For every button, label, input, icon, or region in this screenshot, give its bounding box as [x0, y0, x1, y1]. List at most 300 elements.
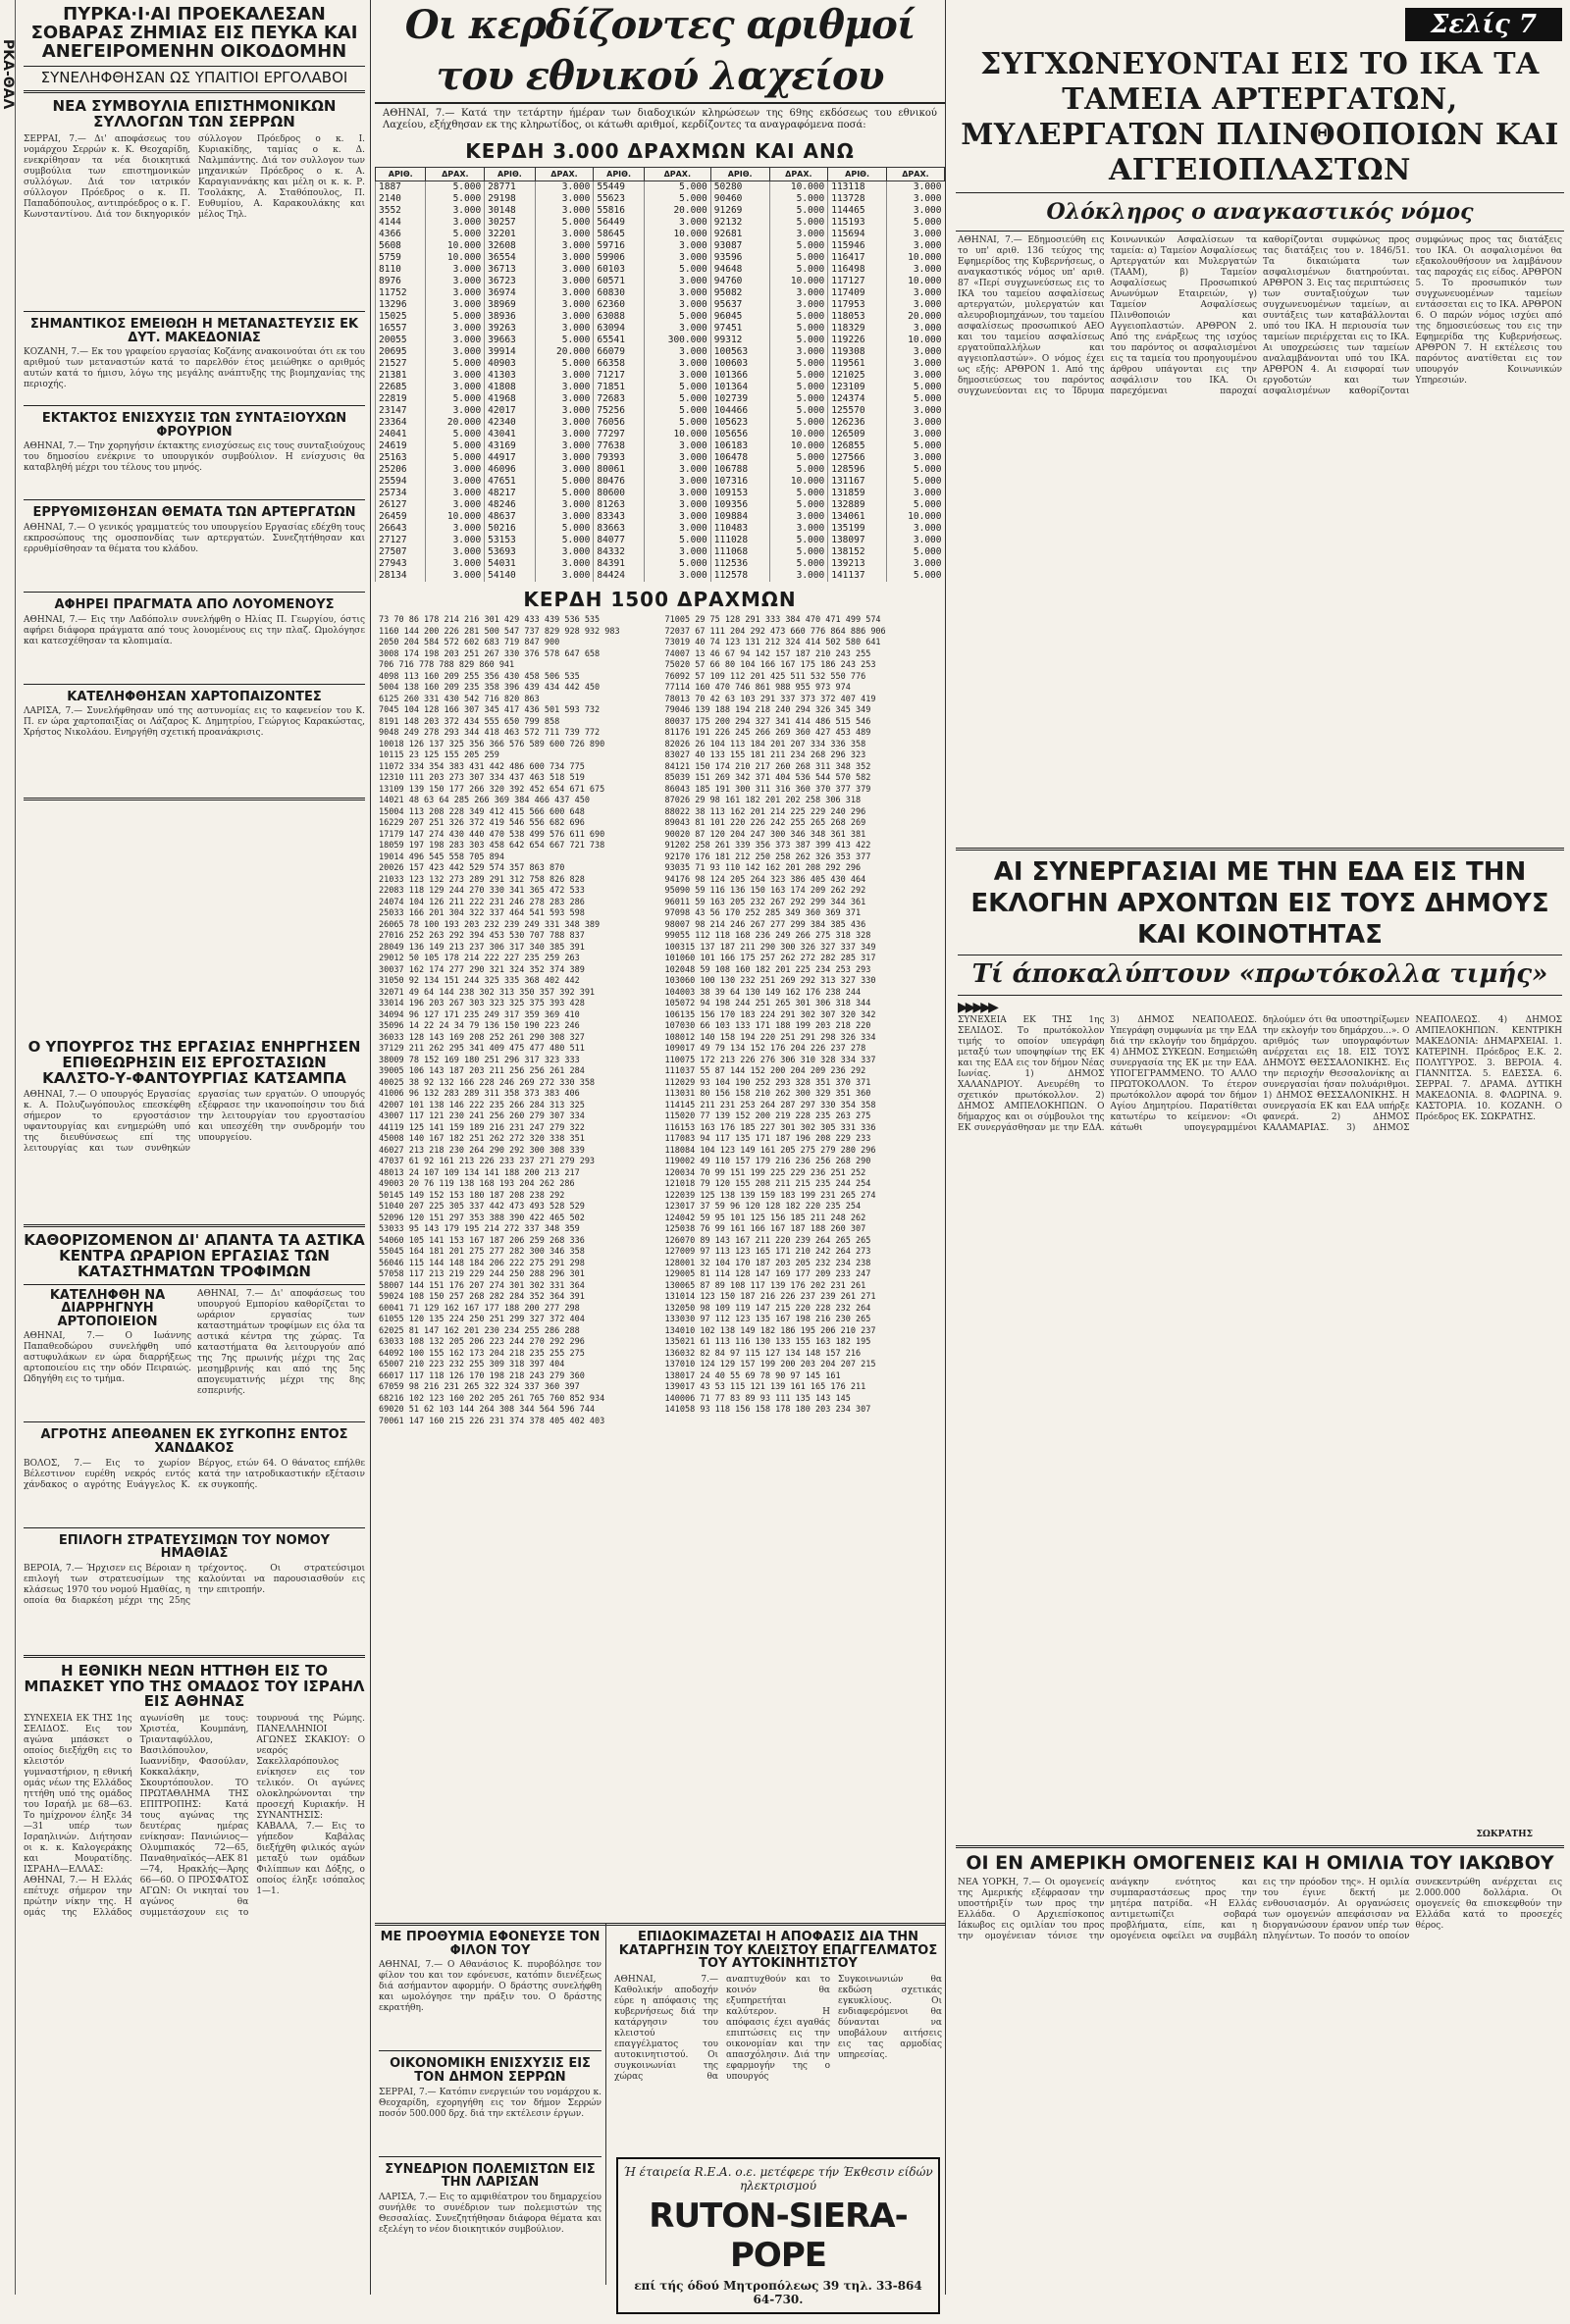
list-item: 124042 59 95 101 125 156 185 211 248 262 [664, 1213, 866, 1223]
table-row [376, 229, 945, 240]
prize-amount: 3.000 [426, 205, 485, 217]
ticket-number: 101364 [710, 382, 769, 393]
list-item: 15004 113 208 228 349 412 415 566 600 648 [379, 806, 585, 817]
list-item: 132050 98 109 119 147 215 220 228 232 264 [664, 1303, 871, 1314]
table-row [376, 181, 945, 194]
list-item: 80037 175 200 294 327 341 414 486 515 546 [664, 716, 871, 727]
list-item: 98007 98 214 246 267 277 299 384 385 436 [664, 919, 866, 930]
prize-amount: 10.000 [426, 511, 485, 523]
ticket-number: 84424 [594, 570, 644, 582]
main-subheadline: Ολόκληρος ο αναγκαστικός νόμος [1046, 199, 1474, 225]
ticket-number: 119308 [828, 346, 887, 358]
ticket-number: 42017 [485, 405, 535, 417]
article-body: ΒΕΡΟΙΑ, 7.— Ήρχισεν εις Βέροιαν η επιλογή των στρατευσίμων της κλάσεως 1970 του νομού Ημαθίας, η οποία θα διαρκέση μέχρι της 25ης τρέχοντος. Οι στρατεύσιμοι καλούνται να παρουσιασθούν εις την επιτροπήν. [24, 1563, 365, 1606]
ticket-number: 124374 [828, 393, 887, 405]
prize-amount: 5.000 [426, 311, 485, 323]
prize-amount: 3.000 [426, 346, 485, 358]
list-item: 21033 123 132 273 289 291 312 758 826 828 [379, 874, 585, 885]
prize-amount: 3.000 [535, 440, 594, 452]
ticket-number: 95637 [710, 299, 769, 311]
ticket-number: 84077 [594, 535, 644, 546]
ticket-number: 112536 [710, 558, 769, 570]
column-header-drachmas: ΔΡΑΧ. [426, 168, 485, 181]
list-item: 55045 164 181 201 275 277 282 300 346 358 [379, 1247, 585, 1257]
article-headline: ΚΑΘΟΡΙΖΟΜΕΝΟΝ ΔΙ' ΑΠΑΝΤΑ ΤΑ ΑΣΤΙΚΑ ΚΕΝΤΡΑ ΩΡΑΡΙΟΝ ΕΡΓΑΣΙΑΣ ΤΩΝ ΚΑΤΑΣΤΗΜΑΤΩΝ ΤΡΟΦΙΜΩΝ [24, 1231, 365, 1280]
ad-address: επί τής όδού Μητροπόλεως 39 τηλ. 33-864 64-730. [634, 2278, 922, 2306]
prize-amount: 5.000 [535, 476, 594, 488]
prize-amount: 10.000 [644, 429, 710, 440]
list-item: 13109 139 150 177 266 320 392 452 654 671 675 [379, 784, 605, 795]
column-header-drachmas: ΔΡΑΧ. [769, 168, 828, 181]
ticket-number: 90460 [710, 193, 769, 205]
list-item: 2050 204 584 572 602 683 719 847 900 [379, 638, 560, 647]
ticket-number: 36713 [485, 264, 535, 276]
prize-amount: 3.000 [426, 276, 485, 287]
ticket-number: 48246 [485, 499, 535, 511]
prize-amount: 5.000 [426, 440, 485, 452]
ticket-number: 95082 [710, 287, 769, 299]
article-body: ΛΑΡΙΣΑ, 7.— Εις το αμφιθέατρον του δημαρχείου συνήλθε το συνέδριον των πολεμιστών της Θεσσαλίας. Συνεζητήθησαν διάφορα θέματα και εξελέγη το νέον διοικητικόν συμβούλιον. [379, 2192, 602, 2235]
prize-amount: 5.000 [426, 429, 485, 440]
table-row [376, 570, 945, 582]
prize-amount: 3.000 [886, 429, 944, 440]
list-item: 26065 78 100 193 203 232 239 249 331 348 389 [379, 919, 601, 930]
ticket-number: 5608 [376, 240, 426, 252]
table-row [376, 264, 945, 276]
article-headline: Ο ΥΠΟΥΡΓΟΣ ΤΗΣ ΕΡΓΑΣΙΑΣ ΕΝΗΡΓΗΣΕΝ ΕΠΙΘΕΩΡΗΣΙΝ ΕΙΣ ΕΡΓΟΣΤΑΣΙΩΝ ΚΑΛΣΤΟ-Υ-ΦΑΝΤΟΥΡΓΙΑΣ ΚΑΤΣΑΜΠΑ [27, 1038, 361, 1087]
table-row [376, 488, 945, 499]
article-body: ΛΑΡΙΣΑ, 7.— Συνελήφθησαν υπό της αστυνομίας εις το καφενείον του Κ. Π. εν ώρα χαρτοπαιξίας οι Λάζαρος Κ. Δημητρίου, Γεώργιος Καρακώστας, Χρήστος Νικολάου. Ενηργήθη σχετική προανάκρισις. [24, 706, 365, 739]
prize-amount: 3.000 [644, 217, 710, 229]
article-subheadline: ΣΥΝΕΛΗΦΘΗΣΑΝ ΩΣ ΥΠΑΙΤΙΟΙ ΕΡΓΟΛΑΒΟΙ [40, 68, 348, 86]
prize-amount: 3.000 [535, 546, 594, 558]
prize-amount: 5.000 [886, 382, 944, 393]
ticket-number: 83343 [594, 511, 644, 523]
prize-amount: 3.000 [535, 570, 594, 582]
prize-amount: 3.000 [886, 264, 944, 276]
list-item: 83027 40 133 155 181 211 234 268 296 323 [664, 750, 866, 760]
list-item: 38009 78 152 169 180 251 296 317 323 333 [379, 1055, 580, 1065]
article-body: ΑΘΗΝΑΙ, 7.— Ο γενικός γραμματεύς του υπουργείου Εργασίας εδέχθη τους εκπροσώπους της ομοσπονδίας των αρτεργατών. Συνεζητήθησαν και ερρυθμίσθησαν τα θέματα του κλάδου. [24, 523, 365, 555]
prize-amount: 3.000 [886, 523, 944, 535]
ticket-number: 109884 [710, 511, 769, 523]
column-header-number: ΑΡΙΘ. [376, 168, 426, 181]
ticket-number: 126855 [828, 440, 887, 452]
list-item: 93035 71 93 110 142 162 201 208 292 296 [664, 863, 862, 873]
prize-amount: 3.000 [769, 523, 828, 535]
ticket-number: 8110 [376, 264, 426, 276]
prize-amount: 3.000 [886, 358, 944, 370]
prize-amount: 10.000 [886, 511, 944, 523]
table-row [376, 382, 945, 393]
prize-amount: 3.000 [535, 382, 594, 393]
prize-amount: 5.000 [426, 358, 485, 370]
prize-amount: 5.000 [886, 546, 944, 558]
list-item: 121018 79 120 155 208 211 215 235 244 254 [664, 1179, 871, 1189]
list-item: 68216 102 123 160 202 205 261 765 760 852 934 [379, 1393, 605, 1404]
article-headline: ΚΑΤΕΛΗΦΘΗ ΝΑ ΔΙΑΡΡΗΓΝΥΗ ΑΡΤΟΠΟΙΕΙΟΝ [49, 1287, 166, 1329]
prize-amount: 3.000 [644, 511, 710, 523]
list-item: 135021 61 113 116 130 133 155 163 182 195 [664, 1337, 871, 1347]
ticket-number: 121025 [828, 370, 887, 382]
list-item: 31050 92 134 151 244 325 335 368 402 442 [379, 976, 580, 986]
list-item: 118084 104 123 149 161 205 275 279 280 296 [664, 1145, 876, 1156]
ticket-number: 84332 [594, 546, 644, 558]
prize-amount: 5.000 [644, 405, 710, 417]
ticket-number: 22685 [376, 382, 426, 393]
table-row [376, 440, 945, 452]
list-item: 4098 113 160 209 255 356 430 458 506 535 [379, 671, 580, 682]
ticket-number: 4144 [376, 217, 426, 229]
prize-amount: 3.000 [886, 417, 944, 429]
prize-amount: 5.000 [769, 382, 828, 393]
ticket-number: 55816 [594, 205, 644, 217]
list-item: 130065 87 89 108 117 139 176 202 231 261 [664, 1280, 866, 1291]
ticket-number: 60103 [594, 264, 644, 276]
column-header-drachmas: ΔΡΑΧ. [644, 168, 710, 181]
prize-amount: 3.000 [769, 511, 828, 523]
prize-amount: 3.000 [769, 346, 828, 358]
prize-amount: 3.000 [644, 240, 710, 252]
author-signature: ΣΩΚΡΑΤΗΣ [1476, 1830, 1533, 1839]
table-row [376, 511, 945, 523]
article-headline: ΕΠΙΛΟΓΗ ΣΤΡΑΤΕΥΣΙΜΩΝ ΤΟΥ ΝΟΜΟΥ ΗΜΑΘΙΑΣ [58, 1532, 331, 1562]
list-item: 94176 98 124 205 264 323 386 405 430 464 [664, 874, 866, 885]
ticket-number: 30148 [485, 205, 535, 217]
prize-amount: 5.000 [769, 252, 828, 264]
prize-amount: 5.000 [769, 558, 828, 570]
prize-amount: 3.000 [426, 488, 485, 499]
prize-amount: 5.000 [426, 181, 485, 194]
edge-strip: ΡΚΑ-ΘΑΛ [0, 0, 16, 2295]
prize-amount: 5.000 [769, 393, 828, 405]
list-item: 45008 140 167 182 251 262 272 320 338 351 [379, 1134, 585, 1144]
list-item: 66017 117 118 126 170 198 218 243 279 360 [379, 1370, 585, 1381]
ticket-number: 1887 [376, 181, 426, 194]
list-item: 128001 32 104 170 187 203 205 232 234 238 [664, 1258, 871, 1268]
article-body: ΑΘΗΝΑΙ, 7.— Ο Αθανάσιος Κ. πυροβόλησε τον φίλον του και τον εφόνευσε, κατόπιν διενέξεως διά ασήμαντον αφορμήν. Ο δράστης συνελήφθη και ωμολόγησε την πράξιν του. Ο δράστης εκρατήθη. [379, 1960, 602, 2014]
article-body: ΣΥΝΕΧΕΙΑ ΕΚ ΤΗΣ 1ης ΣΕΛΙΔΟΣ. Εις τον αγώνα μπάσκετ ο οποίος διεξήχθη εις το κλειστόν γυμναστήριον, η εθνική ομάς νέων της Ελλάδος ηττήθη υπό της ομάδος του Ισραήλ με 68—63. Το ημίχρονον έληξε 34—31 υπέρ των Ισραηλινών. Διήτησαν οι κ. κ. Καλογεράκης και Μουρατίδης. ΙΣΡΑΗΛ—ΕΛΛΑΣ: ΑΘΗΝΑΙ, 7.— Η Ελλάς επέτυχε σήμερον την πρώτην νίκην της. Η ομάς της Ελλάδος αγωνίσθη με τους: Χριστέα, Κουμπάνη, Τριανταφύλλου, Βασιλόπουλον, Ιωαννίδην, Φασούλαν, Κοκκαλάκην, Σκουρτόπουλον. ΤΟ ΠΡΩΤΑΘΛΗΜΑ ΤΗΣ ΕΠΙΤΡΟΠΗΣ: Κατά τους αγώνας της δευτέρας ημέρας ενίκησαν: Πανιώνιος—Ολυμπιακός 72—65, Παναθηναϊκός—ΑΕΚ 81—74, Ηρακλής—Άρης 66—60. Ο ΠΡΟΣΦΑΤΟΣ ΑΓΩΝ: Οι νικηταί του αγώνος θα συμμετάσχουν εις το τουρνουά της Ρώμης. ΠΑΝΕΛΛΗΝΙΟΙ ΑΓΩΝΕΣ ΣΚΑΚΙΟΥ: Ο νεαρός Σακελλαρόπουλος ενίκησεν εις τον τελικόν. Οι αγώνες ολοκληρώνονται την προσεχή Κυριακήν. Η ΣΥΝΑΝΤΗΣΙΣ: ΚΑΒΑΛΑ, 7.— Εις το γήπεδον Καβάλας διεξήχθη φιλικός αγών μεταξύ των ομάδων Φιλίππων και Δόξης, ο οποίος έληξε ισόπαλος 1—1. [24, 1714, 365, 1919]
ticket-number: 113728 [828, 193, 887, 205]
ticket-number: 77638 [594, 440, 644, 452]
prize-amount: 20.000 [886, 311, 944, 323]
ticket-number: 39663 [485, 335, 535, 346]
list-item: 75020 57 66 80 104 166 167 175 186 243 253 [664, 660, 876, 670]
prize-amount: 5.000 [769, 193, 828, 205]
ticket-number: 26643 [376, 523, 426, 535]
article-body: ΑΘΗΝΑΙ, 7.— Την χορηγήσιν έκτακτης ενισχύσεως εις τους συνταξιούχους του δημοσίου ενέκρινε το υπουργικόν συμβούλιον. Η ενίσχυσις θα καταβληθή μέχρι του τέλους του μηνός. [24, 441, 365, 474]
ticket-number: 80476 [594, 476, 644, 488]
ticket-number: 79393 [594, 452, 644, 464]
ticket-number: 40903 [485, 358, 535, 370]
table-row [376, 335, 945, 346]
ticket-number: 4366 [376, 229, 426, 240]
ticket-number: 32201 [485, 229, 535, 240]
list-item: 107030 66 103 133 171 188 199 203 218 220 [664, 1021, 871, 1031]
list-item: 114145 211 231 253 264 287 297 330 354 358 [664, 1100, 876, 1110]
prize-amount: 3.000 [644, 358, 710, 370]
ticket-number: 23364 [376, 417, 426, 429]
table-row [376, 205, 945, 217]
list-item: 9048 249 278 293 344 418 463 572 711 739 772 [379, 728, 601, 738]
ticket-number: 93087 [710, 240, 769, 252]
list-item: 30037 162 174 277 290 321 324 352 374 389 [379, 964, 585, 975]
ticket-number: 131859 [828, 488, 887, 499]
list-item: 72037 67 111 204 292 473 660 776 864 886 906 [664, 626, 886, 637]
prize-amount: 5.000 [886, 393, 944, 405]
prize-amount: 10.000 [426, 240, 485, 252]
ticket-number: 123109 [828, 382, 887, 393]
prize-amount: 3.000 [644, 546, 710, 558]
prize-amount: 3.000 [535, 193, 594, 205]
ticket-number: 100563 [710, 346, 769, 358]
ticket-number: 99312 [710, 335, 769, 346]
prize-amount: 3.000 [644, 370, 710, 382]
ticket-number: 54031 [485, 558, 535, 570]
ticket-number: 50280 [710, 181, 769, 194]
list-item: 706 716 778 788 829 860 941 [379, 660, 515, 670]
prize-amount: 3.000 [644, 476, 710, 488]
ticket-number: 41808 [485, 382, 535, 393]
article-subheadline: Τί άποκαλύπτουν «πρωτόκολλα τιμής» [971, 959, 1548, 989]
ticket-number: 59906 [594, 252, 644, 264]
prize-amount: 5.000 [535, 488, 594, 499]
prize-amount: 3.000 [644, 252, 710, 264]
article-body: ΑΘΗΝΑΙ, 7.— Καθολικήν αποδοχήν εύρε η απόφασις της κυβερνήσεως διά την κατάργησιν του κλειστού επαγγέλματος του αυτοκινητιστού. Οι συγκοινωνίαι της χώρας θα αναπτυχθούν και το κοινόν θα εξυπηρετήται καλύτερον. Η απόφασις έχει αγαθάς επιπτώσεις εις την οικονομίαν και την απασχόλησιν. Διά την εφαρμογήν της ο υπουργός Συγκοινωνιών θα εκδώση σχετικάς εγκυκλίους. Οι ενδιαφερόμενοι θα δύνανται να υποβάλουν αιτήσεις εις τας αρμοδίας υπηρεσίας. [614, 1974, 942, 2082]
prize-amount: 10.000 [769, 429, 828, 440]
prize-amount: 3.000 [644, 452, 710, 464]
ticket-number: 71217 [594, 370, 644, 382]
prize-amount: 5.000 [644, 181, 710, 194]
prize-amount: 5.000 [535, 217, 594, 229]
ticket-number: 27127 [376, 535, 426, 546]
table-row [376, 429, 945, 440]
ticket-number: 116498 [828, 264, 887, 276]
left-column [0, 0, 371, 2295]
list-item: 8191 148 203 372 434 555 650 799 858 [379, 716, 560, 727]
lottery-1500-list [375, 615, 945, 1828]
list-item: 12310 111 203 273 307 334 437 463 518 519 [379, 773, 585, 783]
prize-amount: 5.000 [769, 311, 828, 323]
table-row [376, 323, 945, 335]
ticket-number: 115694 [828, 229, 887, 240]
ticket-number: 59716 [594, 240, 644, 252]
ticket-number: 16557 [376, 323, 426, 335]
ticket-number: 36974 [485, 287, 535, 299]
list-item: 73 70 86 178 214 216 301 429 433 439 536 535 [379, 615, 601, 625]
ticket-number: 41968 [485, 393, 535, 405]
prize-amount: 3.000 [426, 535, 485, 546]
list-item: 82026 26 104 113 184 201 207 334 336 358 [664, 739, 866, 749]
table-row [376, 452, 945, 464]
ticket-number: 138152 [828, 546, 887, 558]
column-header-number: ΑΡΙΘ. [710, 168, 769, 181]
list-item: 129005 81 114 128 147 169 177 209 233 247 [664, 1269, 871, 1279]
prize-amount: 5.000 [769, 499, 828, 511]
list-item: 65007 210 223 232 255 309 318 397 404 [379, 1360, 565, 1369]
article-body: ΝΕΑ ΥΟΡΚΗ, 7.— Οι ομογενείς της Αμερικής εξέφρασαν την υποστήριξίν των προς την Ελλάδα. Ο Αρχιεπίσκοπος Ιάκωβος εις ομιλίαν του προς την ομογένειαν τόνισε την ανάγκην ενότητος και συμπαραστάσεως προς την μητέρα πατρίδα. «Η Ελλάς αντιμετωπίζει σοβαρά προβλήματα, είπε, και η ομογένεια οφείλει να συμβάλη εις την πρόοδον της». Η ομιλία του έγινε δεκτή με ενθουσιασμόν. Αι οργανώσεις των ομογενών απεφάσισαν να διοργανώσουν έρανον υπέρ των πληγέντων. Το ποσόν το οποίον συνεκεντρώθη ανέρχεται εις 2.000.000 δολλάρια. Οι ομογενείς θα επισκεφθούν την Ελλάδα κατά το προσεχές θέρος. [958, 1877, 1562, 1941]
list-item: 104003 38 39 64 130 149 162 176 238 244 [664, 987, 862, 998]
main-headline: ΣΥΓΧΩΝΕΥΟΝΤΑΙ ΕΙΣ ΤΟ ΙΚΑ ΤΑ ΤΑΜΕΙΑ ΑΡΤΕΡΓΑΤΩΝ, ΜΥΛΕΡΓΑΤΩΝ ΠΛΙΝΘΟΠΟΙΩΝ ΚΑΙ ΑΓΓΕΙΟΠΛΑΣΤΩΝ [961, 47, 1559, 187]
prize-amount: 5.000 [644, 382, 710, 393]
list-item: 14021 48 63 64 285 266 369 384 466 437 450 [379, 796, 590, 805]
prize-amount: 10.000 [769, 476, 828, 488]
ticket-number: 63088 [594, 311, 644, 323]
table-row [376, 358, 945, 370]
right-column [950, 0, 1570, 2295]
article-body: ΑΘΗΝΑΙ, 7.— Ο Ιωάννης Παπαθεοδώρου συνελήφθη υπό αστυφυλάκων εν ώρα διαρρήξεως αρτοποιείου εις την οδόν Πειραιώς. Ωδηγήθη εις το τμήμα. [24, 1331, 191, 1385]
prize-amount: 3.000 [426, 464, 485, 476]
list-item: 85039 151 269 342 371 404 536 544 570 582 [664, 773, 871, 783]
ticket-number: 97451 [710, 323, 769, 335]
ticket-number: 66358 [594, 358, 644, 370]
ticket-number: 2140 [376, 193, 426, 205]
list-item: 51040 207 225 305 337 442 473 493 528 529 [379, 1202, 585, 1212]
article-body: ΚΟΖΑΝΗ, 7.— Εκ του γραφείου εργασίας Κοζάνης ανακοινούται ότι εκ του αριθμού των μεταναστών κατά το παρελθόν έτος μειώθηκε ο αριθμός αυτών κατά το ήμισυ, λόγω της μεγάλης ανάπτυξης της βιομηχανίας της περιοχής. [24, 347, 365, 390]
prize-amount: 3.000 [426, 476, 485, 488]
article-headline: ΟΙ ΕΝ ΑΜΕΡΙΚΗ ΟΜΟΓΕΝΕΙΣ ΚΑΙ Η ΟΜΙΛΙΑ ΤΟΥ ΙΑΚΩΒΟΥ [966, 1852, 1554, 1874]
prize-amount: 3.000 [769, 299, 828, 311]
article-headline: ΑΦΗΡΕΙ ΠΡΑΓΜΑΤΑ ΑΠΟ ΛΟΥΟΜΕΝΟΥΣ [54, 597, 335, 613]
ticket-number: 71851 [594, 382, 644, 393]
article-headline: ΝΕΑ ΣΥΜΒΟΥΛΙΑ ΕΠΙΣΤΗΜΟΝΙΚΩΝ ΣΥΛΛΟΓΩΝ ΤΩΝ ΣΕΡΡΩΝ [52, 97, 337, 131]
table-row [376, 417, 945, 429]
ticket-number: 65541 [594, 335, 644, 346]
ticket-number: 54140 [485, 570, 535, 582]
prize-amount: 5.000 [886, 217, 944, 229]
article-headline: ΕΡΡΥΘΜΙΣΘΗΣΑΝ ΘΕΜΑΤΑ ΤΩΝ ΑΡΤΕΡΓΑΤΩΝ [32, 505, 356, 521]
list-item: 103060 100 130 232 251 269 292 313 327 330 [664, 976, 876, 986]
list-item: 52096 120 151 297 353 388 390 422 465 502 [379, 1213, 585, 1223]
ticket-number: 131167 [828, 476, 887, 488]
list-item: 69020 51 62 103 144 264 308 344 564 596 744 [379, 1405, 596, 1415]
list-item: 16229 207 251 326 372 419 546 556 682 696 [379, 818, 585, 828]
ticket-number: 94648 [710, 264, 769, 276]
prize-amount: 3.000 [426, 570, 485, 582]
column-header-number: ΑΡΙΘ. [485, 168, 535, 181]
article-body: ΣΕΡΡΑΙ, 7.— Δι' αποφάσεως του νομάρχου Σερρών κ. Κ. Θεοχαρίδη, ενεκρίθησαν τα νέα διοικητικά συμβούλια των επιστημονικών συλλόγων. Διά τον ιατρικόν σύλλογον Πρόεδρος ο κ. Π. Παπαδόπουλος, αντιπρόεδρος ο κ. Γ. Κωνσταντίνου. Διά τον δικηγορικόν σύλλογον Πρόεδρος ο κ. Ι. Κυριακίδης, ταμίας ο κ. Δ. Ναλμπάντης. Διά τον συλλογον των μηχανικών Πρόεδρος ο κ. Α. Καραγιαννάκης και μέλη οι κ. κ. Ρ. Τσολάκης, Α. Σταθόπουλος, Π. Ευθυμίου, Α. Καρακουλάκης και μέλος Τηλ. [24, 133, 365, 220]
ticket-number: 36723 [485, 276, 535, 287]
ticket-number: 43041 [485, 429, 535, 440]
ticket-number: 30257 [485, 217, 535, 229]
prize-amount: 5.000 [535, 335, 594, 346]
prize-amount: 20.000 [644, 205, 710, 217]
ticket-number: 21381 [376, 370, 426, 382]
article-headline: ΠΥΡΚΑ·Ι·ΑΙ ΠΡΟΕΚΑΛΕΣΑΝ ΣΟΒΑΡΑΣ ΖΗΜΙΑΣ ΕΙΣ ΠΕΥΚΑ ΚΑΙ ΑΝΕΓΕΙΡΟΜΕΝΗΝ ΟΙΚΟΔΟΜΗΝ [30, 4, 358, 62]
ticket-number: 118329 [828, 323, 887, 335]
table-row [376, 476, 945, 488]
prize-amount: 10.000 [426, 252, 485, 264]
list-item: 115020 77 139 152 200 219 228 235 263 275 [664, 1111, 871, 1121]
list-item: 133030 97 112 123 135 167 198 216 230 265 [664, 1315, 871, 1324]
prize-amount: 3.000 [769, 229, 828, 240]
prize-amount: 5.000 [769, 358, 828, 370]
ticket-number: 76056 [594, 417, 644, 429]
list-item: 50145 149 152 153 180 187 208 238 292 [379, 1190, 565, 1201]
prize-amount: 3.000 [644, 570, 710, 582]
list-item: 78013 70 42 63 103 291 337 373 372 407 419 [664, 694, 876, 704]
ticket-number: 106478 [710, 452, 769, 464]
prize-amount: 5.000 [535, 523, 594, 535]
article-headline: Η ΕΘΝΙΚΗ ΝΕΩΝ ΗΤΤΗΘΗ ΕΙΣ ΤΟ ΜΠΑΣΚΕΤ ΥΠΟ ΤΗΣ ΟΜΑΔΟΣ ΤΟΥ ΙΣΡΑΗΛ ΕΙΣ ΑΘΗΝΑΣ [24, 1661, 365, 1711]
list-item: 134010 102 138 149 182 186 195 206 210 237 [664, 1325, 876, 1336]
table-row [376, 287, 945, 299]
list-item: 70061 147 160 215 226 231 374 378 405 402 403 [379, 1416, 605, 1426]
prize-amount: 3.000 [426, 382, 485, 393]
ticket-number: 27943 [376, 558, 426, 570]
prize-amount: 5.000 [535, 535, 594, 546]
article-headline: ΜΕ ΠΡΟΘΥΜΙΑ ΕΦΟΝΕΥΣΕ ΤΟΝ ΦΙΛΟΝ ΤΟΥ [380, 1930, 601, 1958]
table-row [376, 299, 945, 311]
list-item: 37129 211 262 295 341 409 475 477 480 511 [379, 1044, 585, 1054]
list-item: 39005 106 143 187 203 211 256 256 261 284 [379, 1066, 585, 1076]
prize-amount: 3.000 [886, 299, 944, 311]
prize-amount: 3.000 [426, 546, 485, 558]
article-headline: ΣΗΜΑΝΤΙΚΟΣ ΕΜΕΙΘΩΗ Η ΜΕΤΑΝΑΣΤΕΥΣΙΣ ΕΚ ΔΥΤ. ΜΑΚΕΔΟΝΙΑΣ [29, 316, 359, 345]
list-item: 89043 81 101 220 226 242 255 265 268 269 [664, 818, 866, 828]
prize-amount: 5.000 [769, 488, 828, 499]
prize-amount: 3.000 [886, 535, 944, 546]
lottery-intro: ΑΘΗΝΑΙ, 7.— Κατά την τετάρτην ήμέραν των διαδοχικών κληρώσεων της 69ης εκδόσεως του εθνικού Λαχείου, εξήχθησαν εκ της κληρωτίδος, οι κάτωθι αριθμοί, κερδίζοντες τα αναγραφόμενα ποσά: [383, 108, 937, 130]
ticket-number: 109356 [710, 499, 769, 511]
list-item: 59024 108 150 257 268 282 284 352 364 391 [379, 1292, 585, 1302]
table-row [376, 393, 945, 405]
list-item: 102048 59 108 160 182 201 225 234 253 293 [664, 964, 871, 975]
list-item: 122039 125 138 139 159 183 199 231 265 274 [664, 1190, 876, 1201]
list-item: 71005 29 75 128 291 333 384 470 471 499 574 [664, 615, 881, 625]
ticket-number: 58645 [594, 229, 644, 240]
prize-amount: 10.000 [886, 276, 944, 287]
article-headline: ΑΓΡΟΤΗΣ ΑΠΕΘΑΝΕΝ ΕΚ ΣΥΓΚΟΠΗΣ ΕΝΤΟΣ ΧΑΝΔΑΚΟΣ [40, 1427, 348, 1457]
prize-amount: 5.000 [769, 417, 828, 429]
ticket-number: 80061 [594, 464, 644, 476]
ticket-number: 8976 [376, 276, 426, 287]
list-item: 60041 71 129 162 167 177 188 200 277 298 [379, 1303, 580, 1314]
list-item: 58007 144 151 176 207 274 301 302 331 364 [379, 1280, 585, 1291]
ticket-number: 13296 [376, 299, 426, 311]
prize-amount: 3.000 [426, 405, 485, 417]
list-item: 95090 59 116 136 150 163 174 209 262 292 [664, 886, 866, 896]
prize-amount: 3.000 [644, 488, 710, 499]
list-item: 120034 70 99 151 199 225 229 236 251 252 [664, 1167, 866, 1178]
ticket-number: 94760 [710, 276, 769, 287]
prize-amount: 3.000 [426, 558, 485, 570]
ticket-number: 119561 [828, 358, 887, 370]
list-item: 77114 160 470 746 861 988 955 973 974 [664, 683, 851, 693]
ticket-number: 55449 [594, 181, 644, 194]
article-body: ΑΘΗΝΑΙ, 7.— Δι' αποφάσεως του υπουργού Εμπορίου καθορίζεται το ωράριον εργασίας των καταστημάτων τροφίμων εις όλα τα αστικά κέντρα της χώρας. Τα καταστήματα θα λειτουργούν από της 7ης πρωινής μέχρι της 2ας μεσημβρινής και από της 5ης απογευματινής μέχρι της 8ης εσπερινής. [197, 1288, 365, 1396]
article-headline: ΣΥΝΕΔΡΙΟΝ ΠΟΛΕΜΙΣΤΩΝ ΕΙΣ ΤΗΝ ΛΑΡΙΣΑΝ [385, 2161, 596, 2191]
prize-amount: 5.000 [644, 535, 710, 546]
prize-amount: 10.000 [886, 252, 944, 264]
list-item: 117083 94 117 135 171 187 196 208 229 233 [664, 1134, 871, 1144]
prize-amount: 5.000 [769, 217, 828, 229]
ticket-number: 62360 [594, 299, 644, 311]
prize-amount: 3.000 [535, 429, 594, 440]
prize-amount: 3.000 [535, 287, 594, 299]
prize-amount: 5.000 [769, 452, 828, 464]
prize-amount: 10.000 [886, 335, 944, 346]
ticket-number: 15025 [376, 311, 426, 323]
prize-amount: 3.000 [535, 464, 594, 476]
list-item: 34094 96 127 171 235 249 317 359 369 410 [379, 1009, 580, 1020]
column-header-number: ΑΡΙΘ. [828, 168, 887, 181]
prize-amount: 5.000 [886, 499, 944, 511]
ticket-number: 20055 [376, 335, 426, 346]
ticket-number: 115193 [828, 217, 887, 229]
ticket-number: 21527 [376, 358, 426, 370]
list-item: 91202 258 261 339 356 373 387 399 413 422 [664, 841, 871, 851]
